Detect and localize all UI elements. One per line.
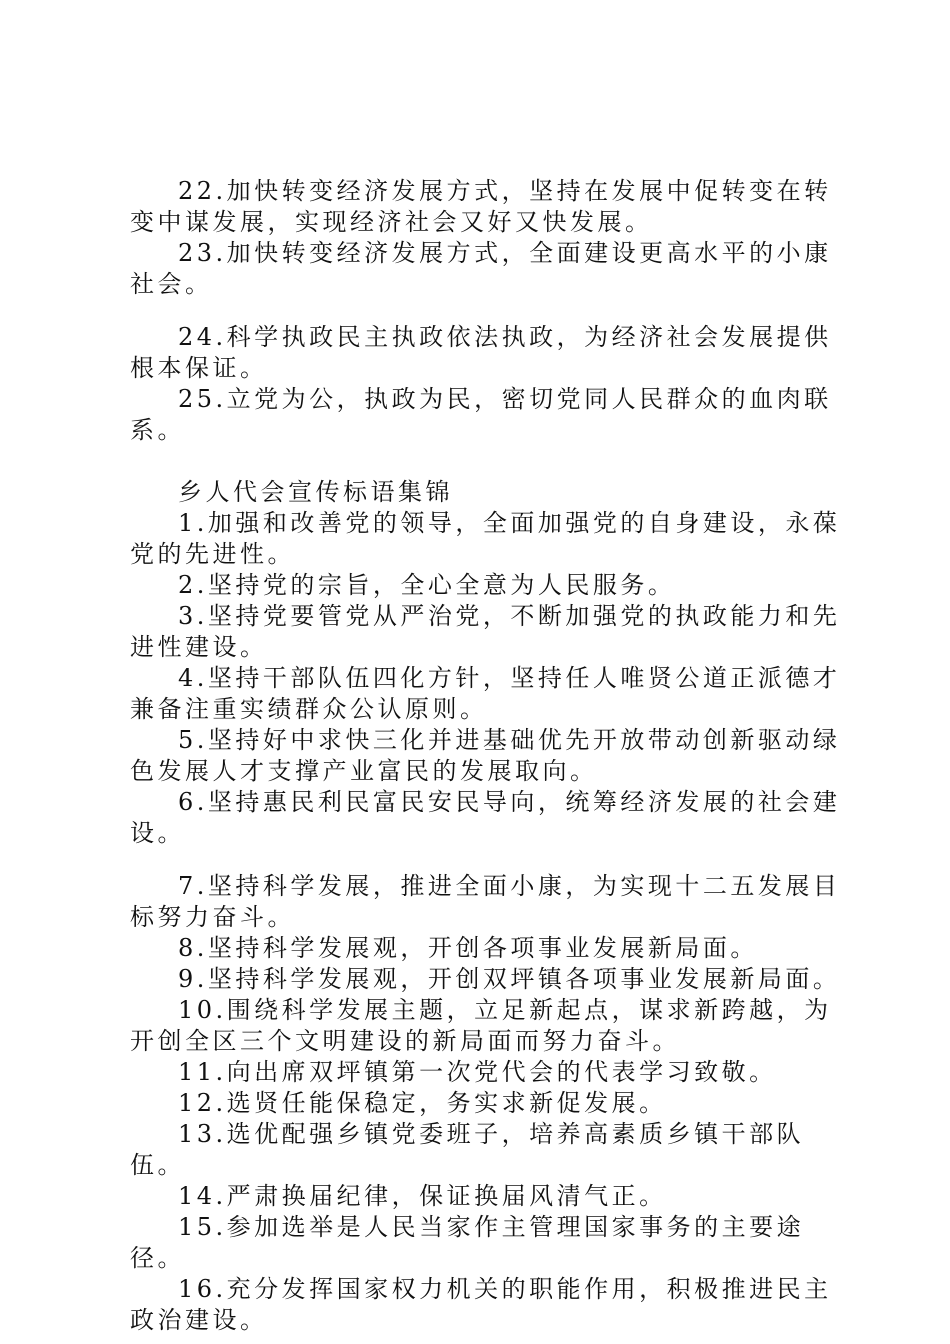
blank-line: [130, 446, 842, 477]
list-item-10: 10.围绕科学发展主题，立足新起点，谋求新跨越，为开创全区三个文明建设的新局面而努力奋斗。: [130, 996, 832, 1055]
list-item-4: 4.坚持干部队伍四化方针，坚持任人唯贤公道正派德才兼备注重实绩群众公认原则。: [130, 664, 841, 723]
list-item-12: 12.选贤任能保稳定，务实求新促发展。: [178, 1089, 667, 1117]
list-item-14: 14.严肃换届纪律，保证换届风清气正。: [178, 1182, 667, 1210]
list-item-5: 5.坚持好中求快三化并进基础优先开放带动创新驱动绿色发展人才支撑产业富民的发展取向。: [130, 726, 841, 785]
paragraph-24: 24.科学执政民主执政依法执政，为经济社会发展提供根本保证。: [130, 323, 832, 382]
list-item-8: 8.坚持科学发展观，开创各项事业发展新局面。: [178, 934, 758, 962]
section-title: 乡人代会宣传标语集锦: [178, 478, 453, 506]
list-item-15: 15.参加选举是人民当家作主管理国家事务的主要途径。: [130, 1213, 805, 1272]
list-item-1: 1.加强和改善党的领导，全面加强党的自身建设，永葆党的先进性。: [130, 509, 841, 568]
paragraph-23: 23.加快转变经济发展方式，全面建设更高水平的小康社会。: [130, 239, 832, 298]
blank-line: [130, 849, 842, 871]
list-item-6: 6.坚持惠民利民富民安民导向，统筹经济发展的社会建设。: [130, 788, 841, 847]
list-item-7: 7.坚持科学发展，推进全面小康，为实现十二五发展目标努力奋斗。: [130, 872, 841, 931]
list-item-3: 3.坚持党要管党从严治党，不断加强党的执政能力和先进性建设。: [130, 602, 841, 661]
list-item-2: 2.坚持党的宗旨，全心全意为人民服务。: [178, 571, 676, 599]
paragraph-25: 25.立党为公，执政为民，密切党同人民群众的血肉联系。: [130, 385, 832, 444]
list-item-13: 13.选优配强乡镇党委班子，培养高素质乡镇干部队伍。: [130, 1120, 805, 1179]
paragraph-22: 22.加快转变经济发展方式，坚持在发展中促转变在转变中谋发展，实现经济社会又好又快发展。: [130, 177, 832, 236]
list-item-16: 16.充分发挥国家权力机关的职能作用，积极推进民主政治建设。: [130, 1275, 832, 1334]
list-item-11: 11.向出席双坪镇第一次党代会的代表学习致敬。: [178, 1058, 777, 1086]
document-body: [130, 176, 842, 1336]
list-item-9: 9.坚持科学发展观，开创双坪镇各项事业发展新局面。: [178, 965, 841, 993]
blank-line: [130, 300, 842, 322]
